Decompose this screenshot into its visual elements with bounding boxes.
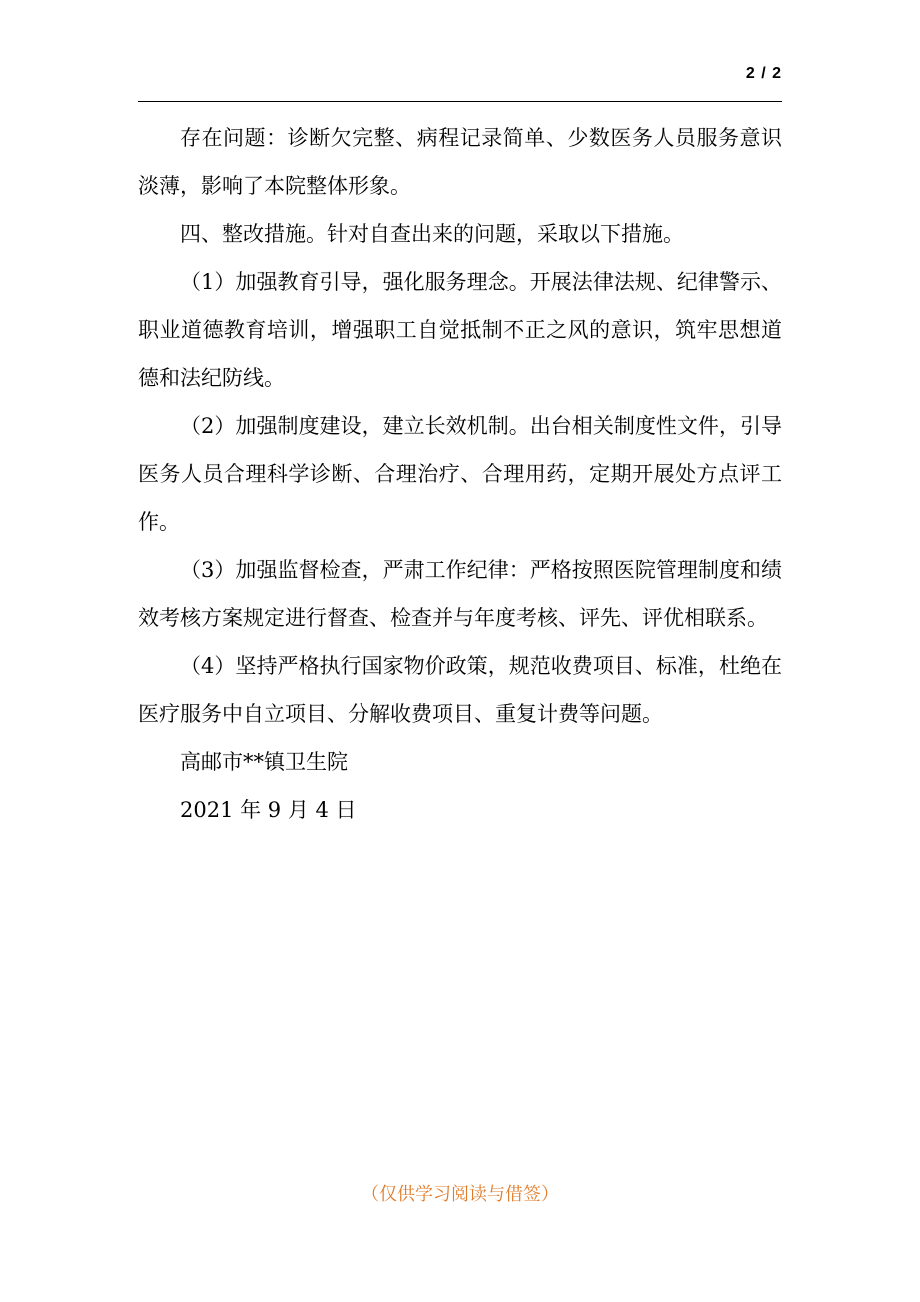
- header-divider: [138, 101, 782, 102]
- paragraph-measure-1: （1）加强教育引导，强化服务理念。开展法律法规、纪律警示、职业道德教育培训，增强职工自觉抵制不正之风的意识，筑牢思想道德和法纪防线。: [138, 270, 782, 390]
- paragraph-measure-3: （3）加强监督检查，严肃工作纪律：严格按照医院管理制度和绩效考核方案规定进行督查、检查并与年度考核、评先、评优相联系。: [138, 558, 782, 630]
- paragraph-measures-heading: 四、整改措施。针对自查出来的问题，采取以下措施。: [180, 222, 684, 246]
- paragraph-measure-4: （4）坚持严格执行国家物价政策，规范收费项目、标准，杜绝在医疗服务中自立项目、分解收费项目、重复计费等问题。: [138, 654, 782, 726]
- signature-organization: 高邮市**镇卫生院: [180, 750, 348, 774]
- signature-date: 2021 年 9 月 4 日: [180, 798, 357, 822]
- footer-note: （仅供学习阅读与借签）: [361, 1184, 559, 1205]
- paragraph-problems: 存在问题：诊断欠完整、病程记录简单、少数医务人员服务意识淡薄，影响了本院整体形象。: [138, 126, 782, 198]
- document-body: [138, 114, 782, 834]
- paragraph-measure-2: （2）加强制度建设，建立长效机制。出台相关制度性文件，引导医务人员合理科学诊断、合理治疗、合理用药，定期开展处方点评工作。: [138, 414, 782, 534]
- page-number: 2 / 2: [745, 65, 782, 82]
